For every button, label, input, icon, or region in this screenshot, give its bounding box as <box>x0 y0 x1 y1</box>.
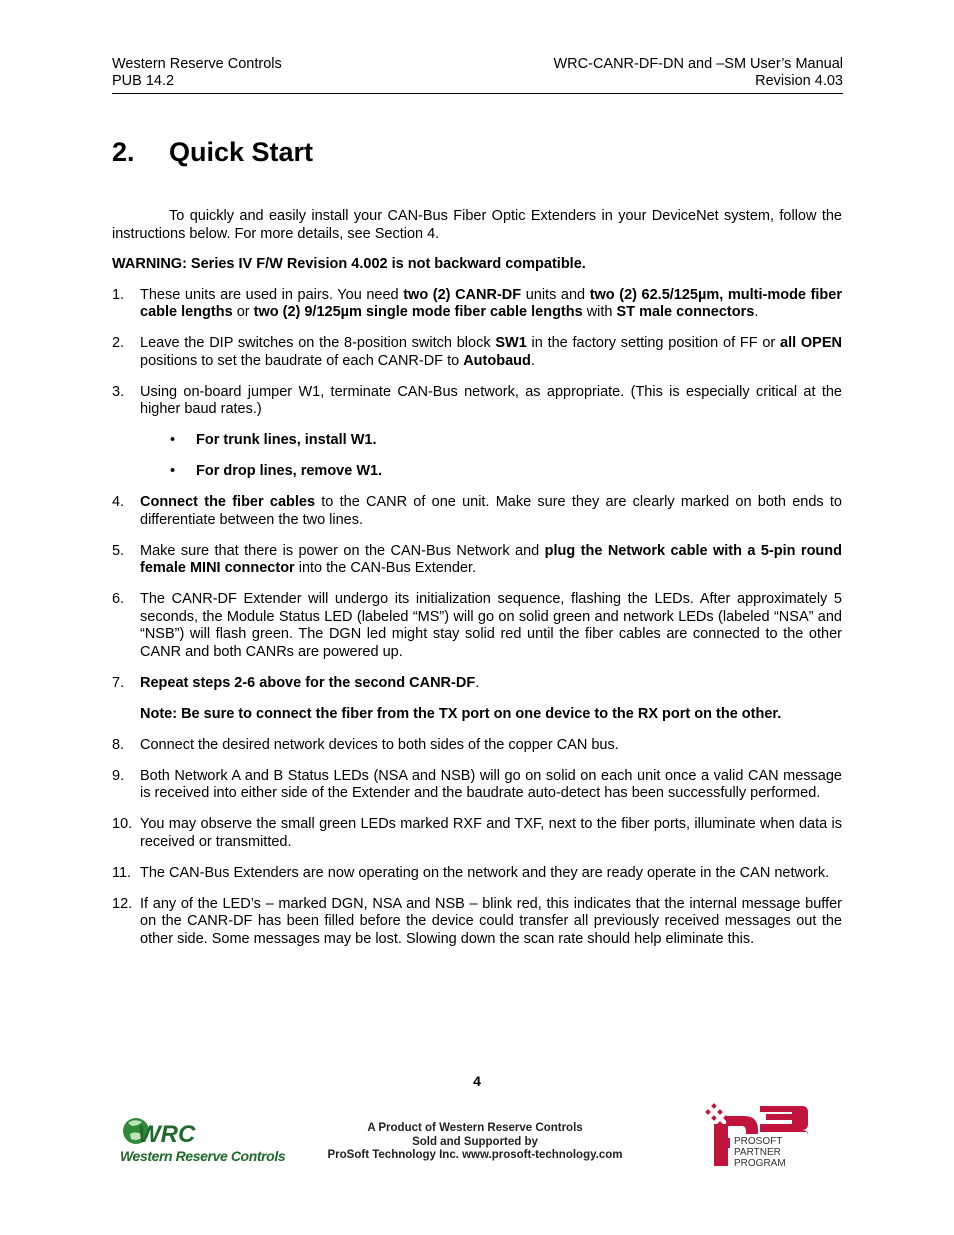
step-number: 12. <box>112 895 133 912</box>
step-item: 7. Repeat steps 2-6 above for the second CANR-DF. Note: Be sure to connect the fiber from the TX port on one device to the RX port on the other. <box>112 675 842 724</box>
chapter-heading <box>112 135 313 169</box>
wrc-wordmark: Western Reserve Controls <box>120 1148 286 1164</box>
step-number: 11. <box>112 864 132 881</box>
p3-text: PROGRAM <box>734 1158 786 1168</box>
intro-paragraph: To quickly and easily install your CAN-Bus Fiber Optic Extenders in your DeviceNet system, follow the instructions below. For more details, see Section 4. <box>112 208 842 242</box>
step-item: 4. Connect the fiber cables to the CANR of one unit. Make sure they are clearly marked on both ends to differentiate between the two lines. <box>112 494 842 528</box>
footer-line: Sold and Supported by <box>412 1135 538 1148</box>
fiber-note: Note: Be sure to connect the fiber from the TX port on one device to the RX port on the other. <box>140 705 782 722</box>
bullet-dot: • <box>170 431 176 448</box>
warning-text: WARNING: Series IV F/W Revision 4.002 is not backward compatible. <box>112 256 586 272</box>
header-rule <box>112 93 843 94</box>
step-number: 1. <box>112 286 125 303</box>
page-body <box>112 208 842 948</box>
step-item: 11. The CAN-Bus Extenders are now operating on the network and they are ready operate in the CAN network. <box>112 864 830 881</box>
svg-text:WRC: WRC <box>138 1121 196 1148</box>
step-number: 10. <box>112 816 133 832</box>
page-number: 4 <box>473 1073 481 1089</box>
step-item: 6. The CANR-DF Extender will undergo its initialization sequence, flashing the LEDs. After approximately 5 seconds, the Module Status LED (labeled “MS”) will go on solid green and network LEDs (labeled “NSA” and “NSB”) will flash green. The DGN led might stay solid red until the fiber cables are connected to the other CANR and both CANRs are powered up. <box>112 591 842 660</box>
step-number: 3. <box>112 383 125 400</box>
p3-text: PARTNER <box>734 1147 781 1158</box>
p3-logo-icon <box>704 1102 808 1168</box>
jumper-bullets <box>140 432 842 481</box>
step-number: 9. <box>112 767 125 784</box>
footer-credits <box>300 1122 650 1163</box>
step-item: 9. Both Network A and B Status LEDs (NSA and NSB) will go on solid on each unit once a valid CAN message is received into either side of the Extender and the baudrate auto-detect has been successfully performed. <box>112 767 842 801</box>
step-number: 6. <box>112 591 125 607</box>
header-pub: PUB 14.2 <box>112 73 175 89</box>
chapter-number: 2. <box>112 137 135 167</box>
p3-text: PROSOFT <box>734 1136 783 1147</box>
footer-line: A Product of Western Reserve Controls <box>367 1122 583 1134</box>
page-header <box>112 56 843 90</box>
step-item: 1. These units are used in pairs. You need two (2) CANR-DF units and two (2) 62.5/125µm, multi-mode fiber cable lengths or two (2) 9/125µm single mode fiber cable lengths with ST male connectors. <box>112 286 842 320</box>
step-item: 12. If any of the LED’s – marked DGN, NSA and NSB – blink red, this indicates that the internal message buffer on the CANR-DF has been filled before the device could transfer all previously received messages out the other side. Some messages may be lost. Slowing down the scan rate should help eliminate this. <box>112 895 842 947</box>
wrc-logo <box>120 1112 286 1167</box>
bullet-dot: • <box>170 463 176 479</box>
step-number: 2. <box>112 335 125 351</box>
header-manual-title: WRC-CANR-DF-DN and –SM User’s Manual <box>553 56 843 72</box>
chapter-title: Quick Start <box>169 137 314 167</box>
step-number: 7. <box>112 674 125 691</box>
step-item: 5. Make sure that there is power on the CAN-Bus Network and plug the Network cable with a 5-pin round female MINI connector into the CAN-Bus Extender. <box>112 542 842 576</box>
step-number: 4. <box>112 494 125 510</box>
bullet-item: • For trunk lines, install W1. <box>170 431 377 448</box>
quick-start-steps <box>112 287 842 949</box>
wrc-globe-icon <box>122 1114 262 1148</box>
step-item: 3. Using on-board jumper W1, terminate CAN-Bus network, as appropriate. (This is especially critical at the higher baud rates.) • For trunk lines, install W1. • For drop lines, remove W1. <box>112 383 842 479</box>
prosoft-partner-logo <box>704 1102 808 1168</box>
step-item: 8. Connect the desired network devices to both sides of the copper CAN bus. <box>112 736 619 753</box>
step-item: 2. Leave the DIP switches on the 8-position switch block SW1 in the factory setting position of FF or all OPEN positions to set the baudrate of each CANR-DF to Autobaud. <box>112 335 842 369</box>
footer-line: ProSoft Technology Inc. www.prosoft-technology.com <box>327 1149 623 1161</box>
bullet-item: • For drop lines, remove W1. <box>170 463 383 479</box>
header-revision: Revision 4.03 <box>755 73 843 89</box>
header-company: Western Reserve Controls <box>112 56 282 72</box>
step-item: 10. You may observe the small green LEDs marked RXF and TXF, next to the fiber ports, illuminate when data is received or transmitted. <box>112 816 842 850</box>
step-number: 5. <box>112 542 125 559</box>
step-number: 8. <box>112 736 125 753</box>
